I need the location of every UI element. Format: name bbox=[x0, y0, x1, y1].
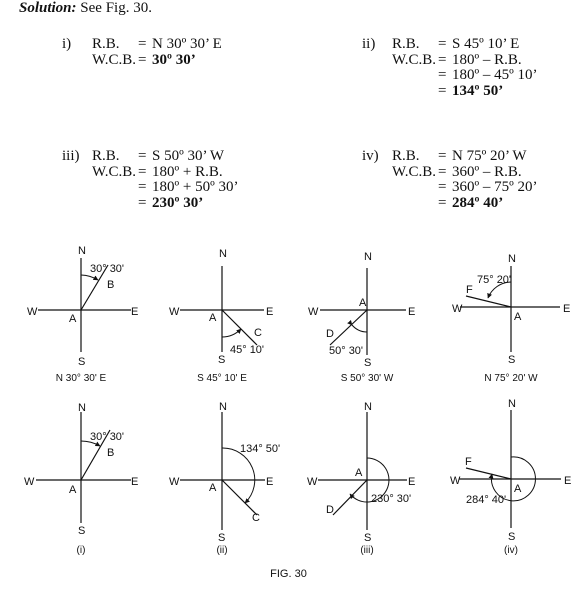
equals-sign: = bbox=[438, 82, 447, 99]
north-label: N bbox=[364, 401, 372, 413]
east-label: E bbox=[131, 476, 139, 488]
origin-label: A bbox=[209, 312, 217, 324]
line-label: C bbox=[252, 512, 260, 524]
diagram-bottom-4 bbox=[450, 398, 571, 556]
angle-label: 75° 20' bbox=[477, 274, 512, 286]
equals-sign: = bbox=[438, 51, 447, 68]
row-value: N 30º 30’ E bbox=[152, 36, 222, 52]
angle-label: 50° 30' bbox=[329, 345, 364, 357]
row-label: W.C.B. bbox=[392, 51, 437, 68]
west-label: W bbox=[169, 476, 180, 488]
east-label: E bbox=[408, 306, 416, 318]
equals-sign: = bbox=[138, 179, 147, 195]
east-label: E bbox=[564, 475, 572, 487]
origin-label: A bbox=[514, 483, 522, 495]
row-value: 360º – R.B. bbox=[452, 163, 522, 180]
diagram-caption: S 45° 10' E bbox=[197, 373, 247, 384]
row-label: R.B. bbox=[92, 36, 120, 52]
equals-sign: = bbox=[138, 36, 147, 52]
equals-sign: = bbox=[438, 194, 447, 211]
row-value: N 75º 20’ W bbox=[452, 148, 527, 164]
west-label: W bbox=[450, 475, 461, 487]
equals-sign: = bbox=[138, 163, 147, 180]
line-label: D bbox=[326, 328, 334, 340]
line-label: C bbox=[254, 327, 262, 339]
south-label: S bbox=[218, 354, 226, 366]
equals-sign: = bbox=[138, 148, 147, 164]
diagram-top-3 bbox=[308, 251, 415, 384]
equals-sign: = bbox=[138, 51, 147, 68]
angle-label: 30° 30' bbox=[90, 263, 125, 275]
line-label: F bbox=[466, 284, 473, 296]
south-label: S bbox=[218, 532, 226, 544]
row-value: 180º + 50º 30’ bbox=[152, 179, 239, 195]
row-label: W.C.B. bbox=[92, 163, 137, 180]
east-label: E bbox=[131, 306, 139, 318]
line-label: B bbox=[107, 447, 115, 459]
west-label: W bbox=[24, 476, 35, 488]
diagram-bottom-1 bbox=[24, 402, 138, 556]
north-label: N bbox=[508, 398, 516, 410]
row-label: W.C.B. bbox=[392, 163, 437, 180]
row-label: R.B. bbox=[392, 36, 420, 52]
row-label: R.B. bbox=[92, 148, 120, 164]
origin-label: A bbox=[355, 467, 363, 479]
line-label: F bbox=[465, 456, 472, 468]
diagram-caption: (ii) bbox=[216, 545, 228, 556]
east-label: E bbox=[266, 306, 274, 318]
east-label: E bbox=[408, 476, 416, 488]
west-label: W bbox=[308, 306, 319, 318]
row-label: R.B. bbox=[392, 148, 420, 164]
row-value: 230º 30’ bbox=[152, 194, 204, 211]
row-value: 180º – R.B. bbox=[452, 51, 522, 68]
angle-label: 30° 30' bbox=[90, 431, 125, 443]
west-label: W bbox=[452, 303, 463, 315]
row-value: 180º – 45º 10’ bbox=[452, 67, 538, 83]
origin-label: A bbox=[514, 311, 522, 323]
diagram-top-4 bbox=[452, 253, 570, 384]
origin-label: A bbox=[69, 484, 77, 496]
row-value: S 50º 30’ W bbox=[152, 148, 225, 164]
angle-label: 230° 30' bbox=[371, 493, 412, 505]
row-value: 284º 40’ bbox=[452, 194, 504, 211]
angle-label: 45° 10' bbox=[230, 344, 265, 356]
line-label: D bbox=[326, 504, 334, 516]
solution-label: Solution: bbox=[19, 0, 77, 16]
row-value: 360º – 75º 20’ bbox=[452, 179, 538, 195]
part-number: i) bbox=[62, 36, 72, 52]
diagram-top-1 bbox=[27, 245, 138, 384]
south-label: S bbox=[508, 531, 516, 543]
equals-sign: = bbox=[438, 67, 447, 83]
row-value: 180º + R.B. bbox=[152, 163, 223, 180]
diagram-caption: S 50° 30' W bbox=[340, 373, 394, 384]
figure-caption: FIG. 30 bbox=[270, 568, 307, 580]
south-label: S bbox=[78, 356, 86, 368]
east-label: E bbox=[563, 303, 571, 315]
north-label: N bbox=[78, 402, 86, 414]
south-label: S bbox=[364, 357, 372, 369]
origin-label: A bbox=[359, 297, 367, 309]
row-value: 30º 30’ bbox=[152, 51, 196, 68]
diagram-caption: (iii) bbox=[360, 545, 374, 556]
diagram-caption: N 75° 20' W bbox=[484, 373, 538, 384]
south-label: S bbox=[508, 354, 516, 366]
part-number: ii) bbox=[362, 36, 376, 52]
row-value: S 45º 10’ E bbox=[452, 36, 520, 52]
south-label: S bbox=[78, 525, 86, 537]
west-label: W bbox=[169, 306, 180, 318]
north-label: N bbox=[219, 248, 227, 260]
north-label: N bbox=[78, 245, 86, 257]
equals-sign: = bbox=[438, 36, 447, 52]
south-label: S bbox=[364, 532, 372, 544]
origin-label: A bbox=[209, 482, 217, 494]
diagram-caption: N 30° 30' E bbox=[55, 373, 107, 384]
west-label: W bbox=[307, 476, 318, 488]
north-label: N bbox=[508, 253, 516, 265]
diagram-caption: (iv) bbox=[504, 545, 518, 556]
solution-text: See Fig. 30. bbox=[76, 0, 152, 16]
north-label: N bbox=[364, 251, 372, 263]
east-label: E bbox=[266, 476, 274, 488]
diagram-top-2 bbox=[169, 248, 273, 384]
row-label: W.C.B. bbox=[92, 51, 137, 68]
west-label: W bbox=[27, 306, 38, 318]
row-value: 134º 50’ bbox=[452, 82, 504, 99]
diagram-caption: (i) bbox=[76, 545, 86, 556]
equals-sign: = bbox=[438, 163, 447, 180]
equals-sign: = bbox=[438, 179, 447, 195]
diagram-bottom-2 bbox=[169, 401, 280, 556]
angle-label: 134° 50' bbox=[240, 443, 281, 455]
equals-sign: = bbox=[138, 194, 147, 211]
origin-label: A bbox=[69, 313, 77, 325]
part-number: iii) bbox=[62, 148, 80, 164]
line-label: B bbox=[107, 279, 115, 291]
equals-sign: = bbox=[438, 148, 447, 164]
part-number: iv) bbox=[362, 148, 379, 164]
angle-label: 284° 40' bbox=[466, 494, 507, 506]
north-label: N bbox=[219, 401, 227, 413]
diagram-bottom-3 bbox=[307, 401, 415, 556]
